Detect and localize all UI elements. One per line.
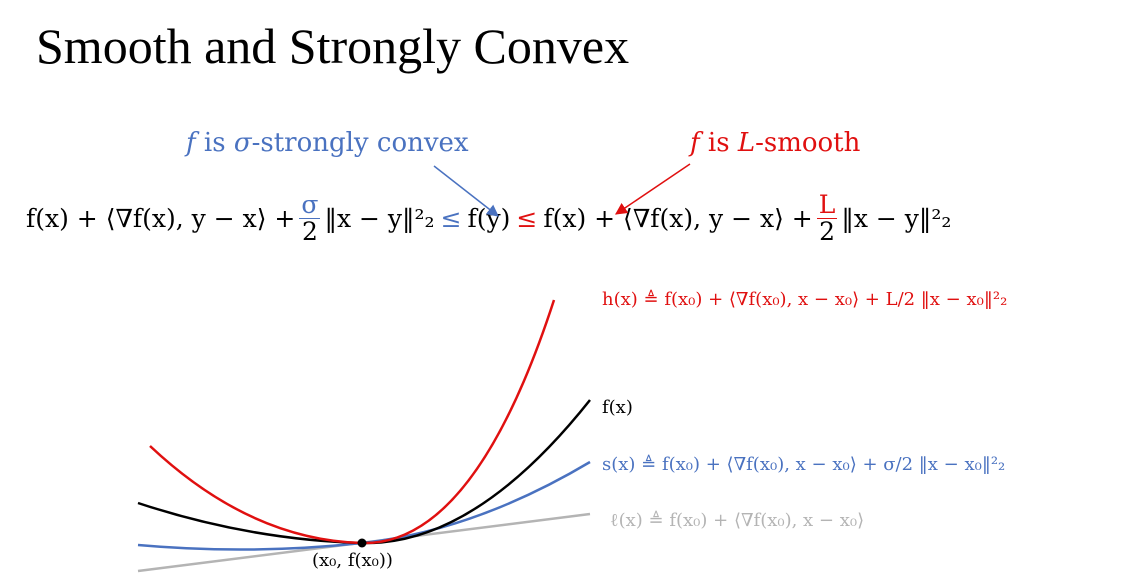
lower-bound-expr: f(x) + ⟨∇f(x), y − x⟩ +: [26, 204, 296, 234]
slide-title: Smooth and Strongly Convex: [36, 18, 630, 74]
f-symbol: f: [690, 128, 700, 158]
lower-norm: ‖x − y‖²₂: [324, 204, 435, 234]
fy-expr: f(y): [467, 204, 511, 234]
h-label: h(x) ≜ f(x₀) + ⟨∇f(x₀), x − x₀⟩ + L/2 ‖x − x₀‖²₂: [602, 289, 1008, 310]
arrow-to-blue-leq: [434, 166, 498, 216]
s-curve: [138, 462, 590, 550]
is-text: is: [699, 128, 738, 158]
upper-norm: ‖x − y‖²₂: [841, 204, 952, 234]
strongly-convex-text: -strongly convex: [251, 128, 469, 158]
is-text: is: [195, 128, 234, 158]
h-curve: [150, 300, 554, 543]
sigma-numerator: σ: [301, 190, 319, 219]
f-label: f(x): [602, 397, 633, 418]
L-symbol: L: [737, 128, 756, 158]
point-label: (x₀, f(x₀)): [312, 550, 393, 571]
leq-blue: ≤: [440, 204, 462, 234]
sigma-denominator: 2: [301, 217, 318, 247]
s-label: s(x) ≜ f(x₀) + ⟨∇f(x₀), x − x₀⟩ + σ/2 ‖x − x₀‖²₂: [602, 454, 1006, 475]
sigma-symbol: σ: [233, 128, 252, 158]
l-label: ℓ(x) ≜ f(x₀) + ⟨∇f(x₀), x − x₀⟩: [610, 510, 865, 531]
upper-bound-expr: f(x) + ⟨∇f(x), y − x⟩ +: [543, 204, 813, 234]
arrow-to-red-leq: [616, 164, 690, 214]
L-numerator: L: [818, 190, 836, 219]
leq-red: ≤: [516, 204, 538, 234]
L-denominator: 2: [819, 217, 835, 247]
f-symbol: f: [186, 128, 196, 158]
tangent-point: [358, 539, 367, 548]
smooth-text: -smooth: [755, 128, 861, 158]
